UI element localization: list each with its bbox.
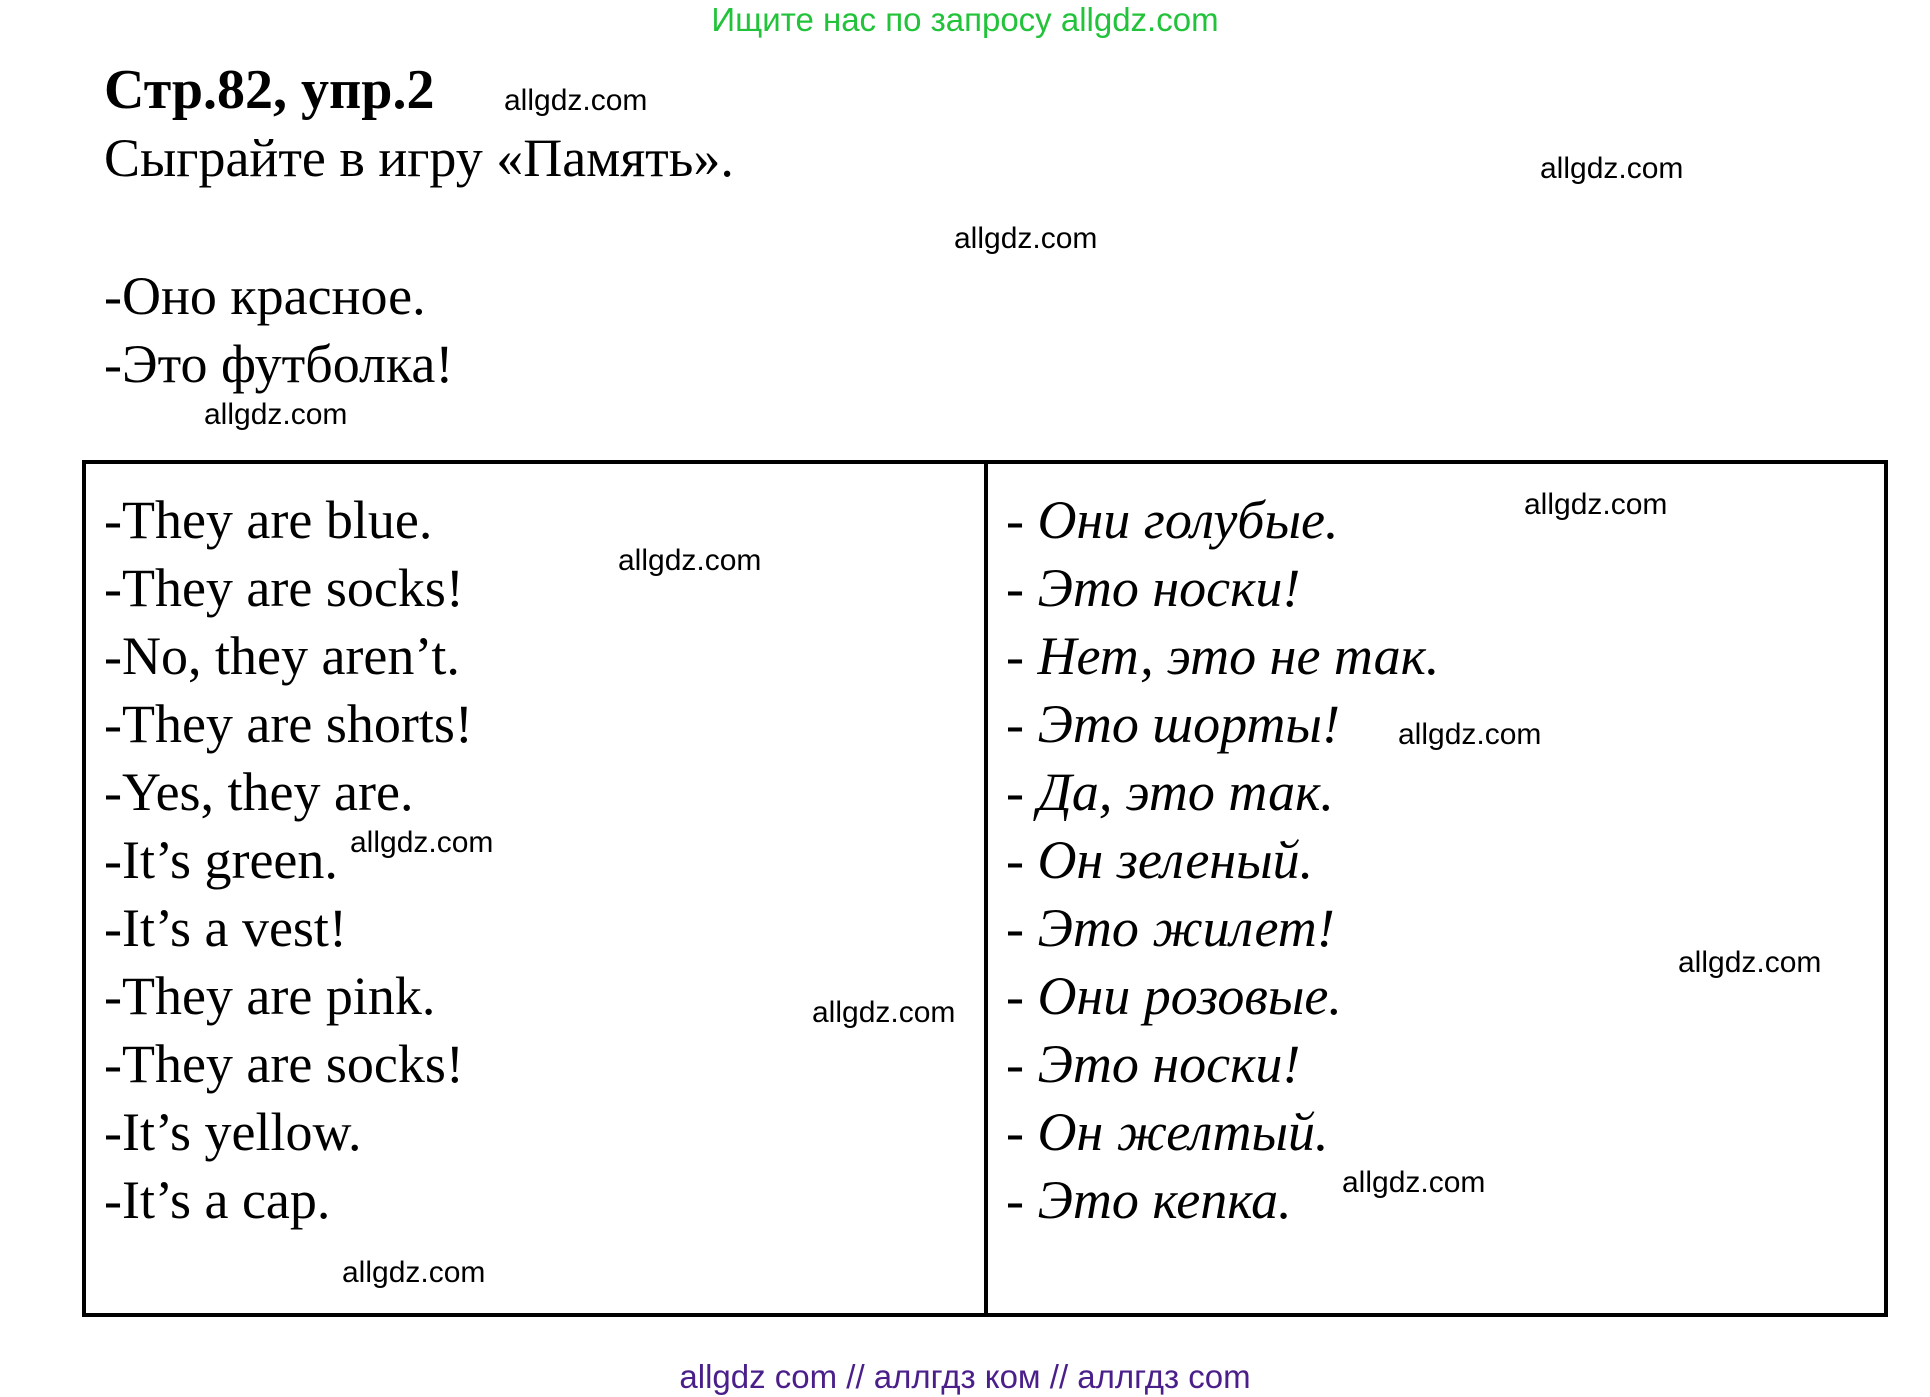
- russian-line: - Это жилет!: [1006, 898, 1335, 958]
- watermark: allgdz.com: [1398, 718, 1542, 751]
- exercise-instruction: Сыграйте в игру «Память».: [104, 128, 734, 188]
- english-line: -It’s a cap.: [104, 1170, 331, 1230]
- watermark: allgdz.com: [1524, 488, 1668, 521]
- top-banner[interactable]: Ищите нас по запросу allgdz.com: [711, 1, 1219, 38]
- russian-line: - Он зеленый.: [1006, 830, 1314, 890]
- russian-line: - Это кепка.: [1006, 1170, 1292, 1230]
- english-line: -They are blue.: [104, 490, 433, 550]
- watermark: allgdz.com: [1678, 946, 1822, 979]
- russian-line: - Нет, это не так.: [1006, 626, 1440, 686]
- russian-line: - Они голубые.: [1006, 490, 1339, 550]
- english-line: -No, they aren’t.: [104, 626, 460, 686]
- example-line-1: -Оно красное.: [104, 266, 426, 326]
- watermark: allgdz.com: [204, 398, 348, 431]
- english-line: -It’s yellow.: [104, 1102, 362, 1162]
- watermark: allgdz.com: [1540, 152, 1684, 185]
- russian-line: - Это носки!: [1006, 1034, 1301, 1094]
- watermark: allgdz.com: [1342, 1166, 1486, 1199]
- english-line: -They are pink.: [104, 966, 436, 1026]
- english-line: -They are socks!: [104, 558, 464, 618]
- exercise-title: Стр.82, упр.2: [104, 59, 435, 121]
- russian-line: - Это шорты!: [1006, 694, 1340, 754]
- watermark: allgdz.com: [954, 222, 1098, 255]
- english-line: -Yes, they are.: [104, 762, 414, 822]
- russian-line: - Да, это так.: [1006, 762, 1334, 822]
- english-line: -They are shorts!: [104, 694, 473, 754]
- english-line: -They are socks!: [104, 1034, 464, 1094]
- russian-column: [1006, 486, 1439, 1234]
- watermark: allgdz.com: [812, 996, 956, 1029]
- english-column: [104, 486, 473, 1234]
- russian-line: - Это носки!: [1006, 558, 1301, 618]
- russian-line: - Он желтый.: [1006, 1102, 1329, 1162]
- example-line-2: -Это футболка!: [104, 334, 454, 394]
- watermark: allgdz.com: [618, 544, 762, 577]
- russian-line: - Они розовые.: [1006, 966, 1342, 1026]
- english-line: -It’s green.: [104, 830, 338, 890]
- english-line: -It’s a vest!: [104, 898, 347, 958]
- watermark: allgdz.com: [350, 826, 494, 859]
- watermark: allgdz.com: [342, 1256, 486, 1289]
- footer-banner[interactable]: allgdz com // аллгдз ком // аллгдз com: [679, 1358, 1251, 1395]
- watermark: allgdz.com: [504, 84, 648, 117]
- table-column-divider: [984, 460, 988, 1317]
